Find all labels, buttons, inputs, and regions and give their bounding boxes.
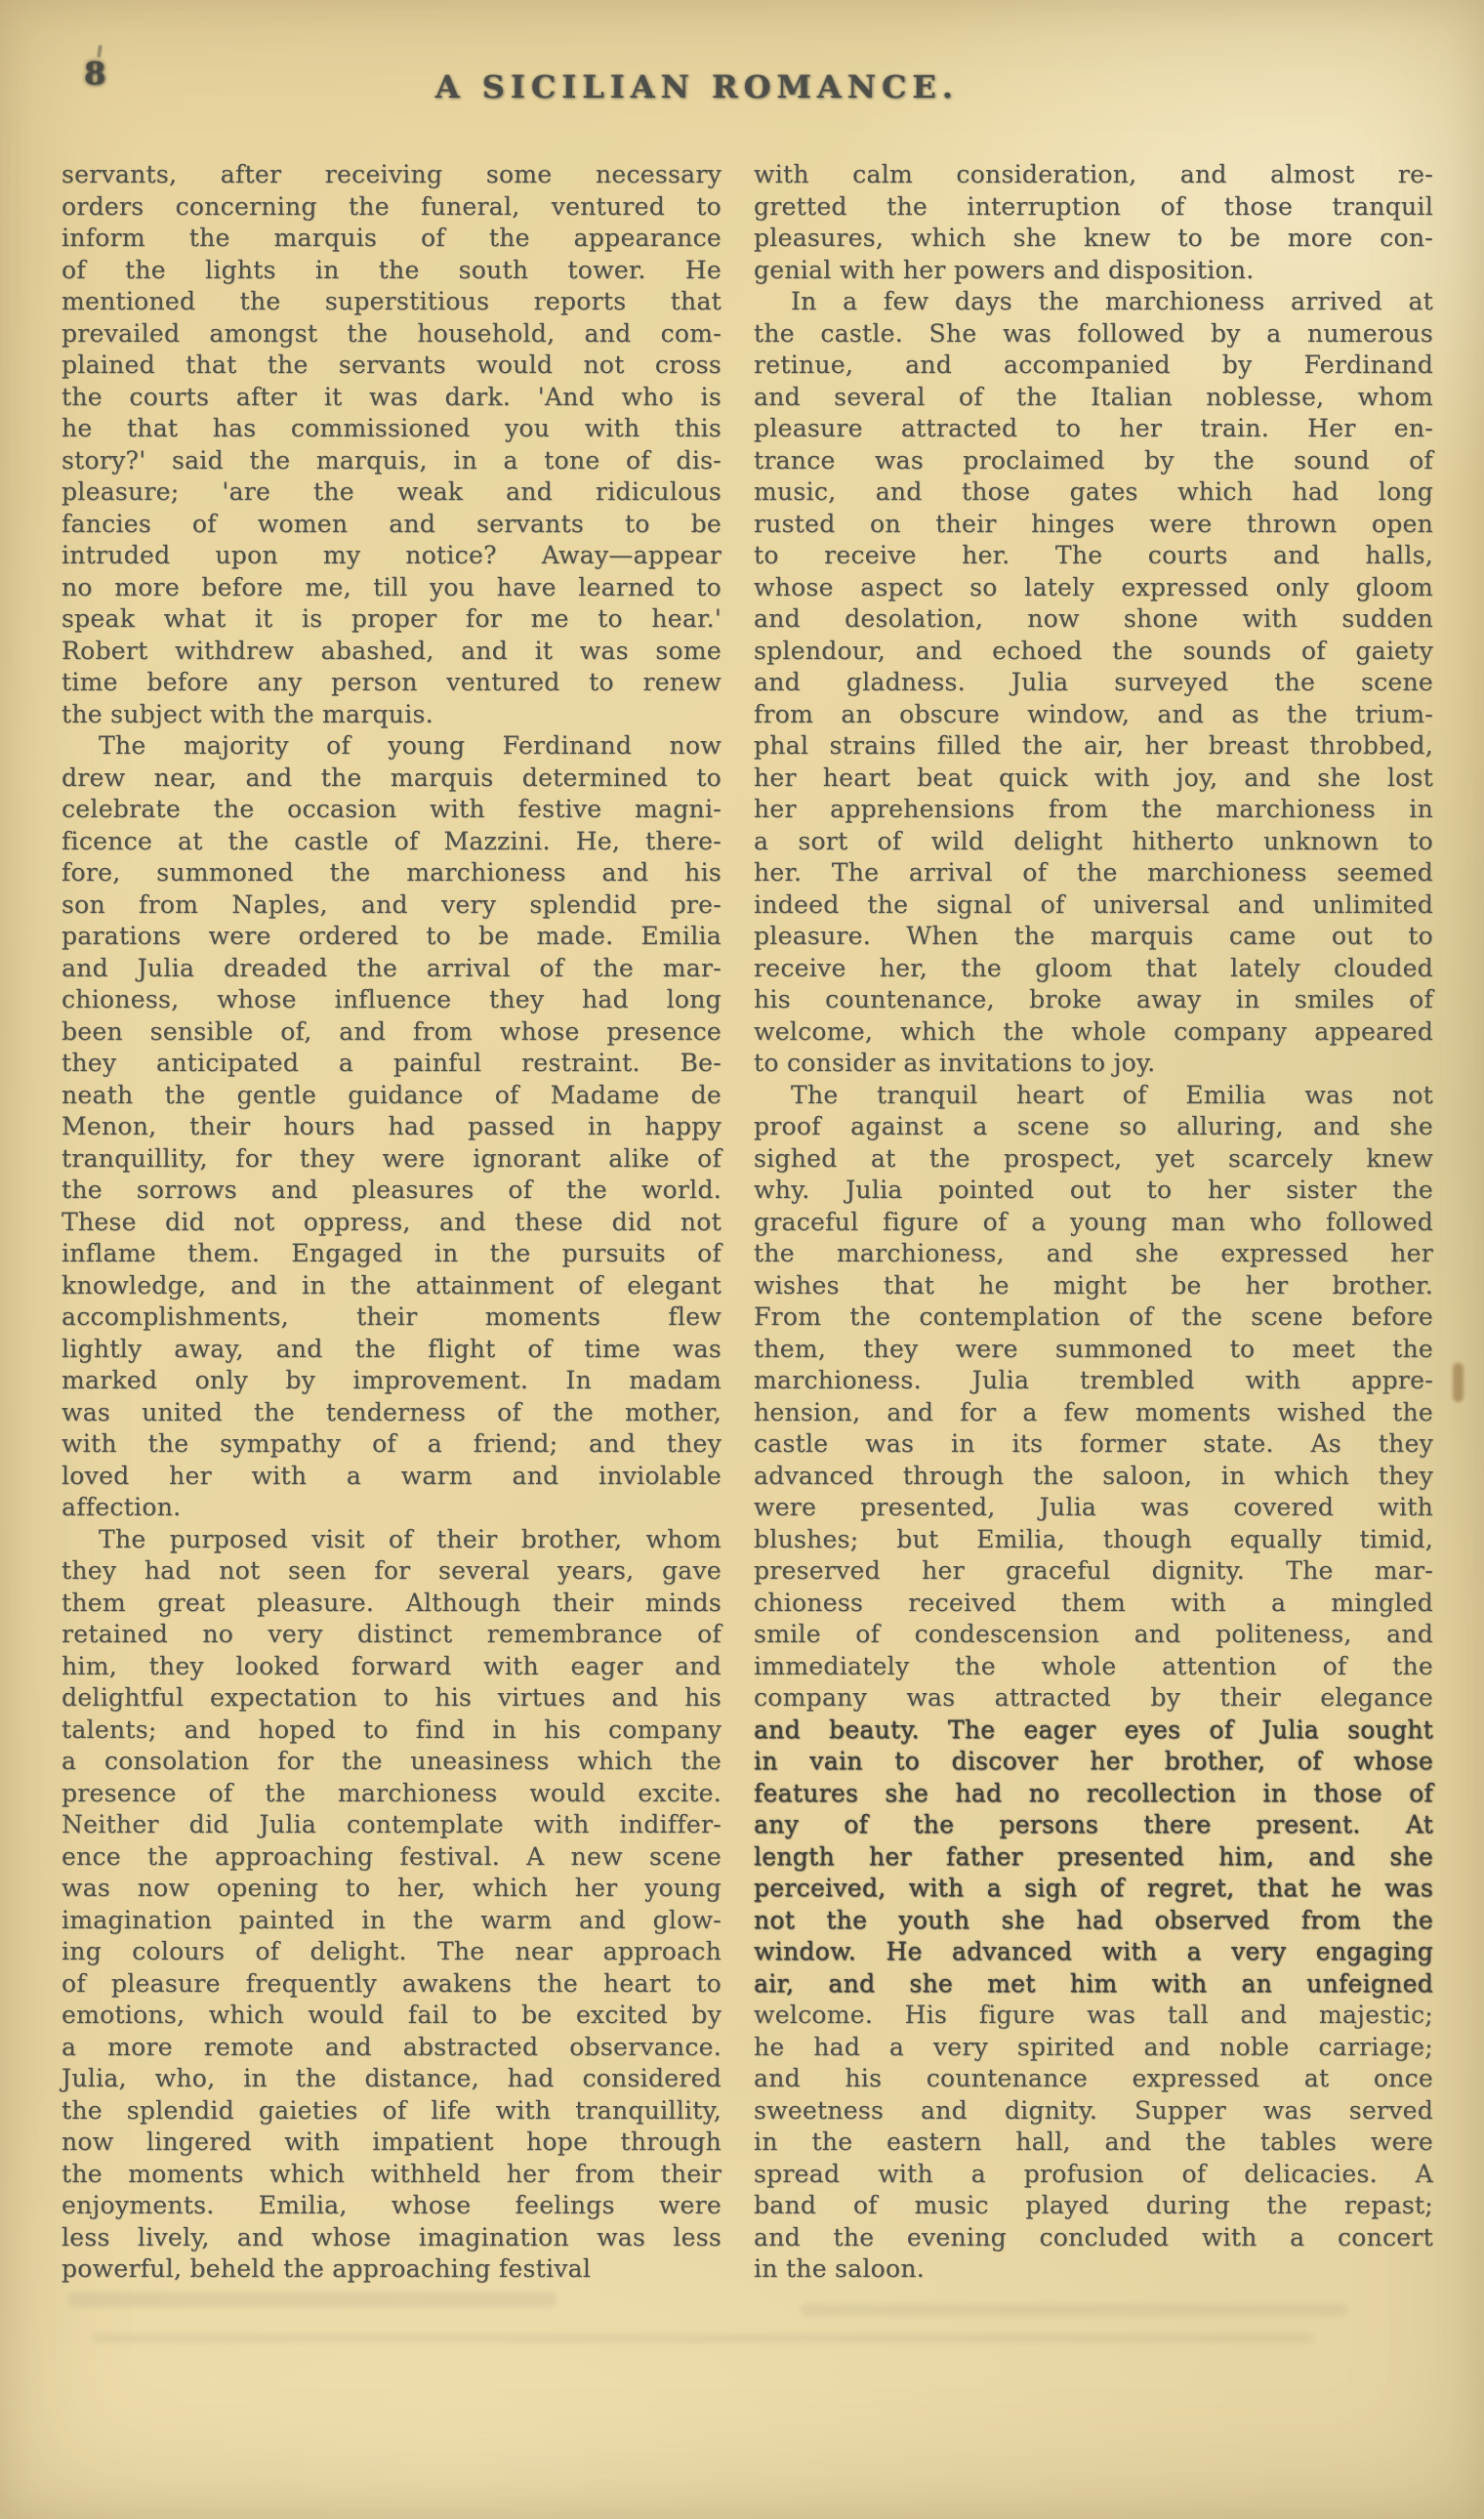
text-line: them great pleasure. Although their minds <box>62 1588 721 1617</box>
text-line: speak what it is proper for me to hear.' <box>62 604 721 633</box>
text-line: The tranquil heart of Emilia was not <box>791 1080 1433 1109</box>
text-line: and gladness. Julia surveyed the scene <box>754 668 1433 696</box>
text-line: music, and those gates which had long <box>754 477 1433 506</box>
text-line: in the eastern hall, and the tables were <box>754 2127 1433 2156</box>
text-line: he had a very spirited and noble carriage; <box>754 2032 1433 2061</box>
text-line: proof against a scene so alluring, and she <box>754 1112 1433 1140</box>
text-line: of pleasure frequently awakens the heart to <box>62 1968 721 1998</box>
text-line: accomplishments, their moments flew <box>62 1302 721 1331</box>
text-line: time before any person ventured to renew <box>62 668 721 696</box>
text-line: Julia, who, in the distance, had considered <box>62 2064 721 2092</box>
text-line: inflame them. Engaged in the pursuits of <box>62 1239 721 1267</box>
text-line: genial with her powers and disposition. <box>754 255 1255 284</box>
page-number: 8 <box>84 55 106 92</box>
text-line: imagination painted in the warm and glow- <box>62 1905 721 1934</box>
text-line: her heart beat quick with joy, and she lost <box>754 763 1433 792</box>
text-line: not the youth she had observed from the <box>754 1905 1433 1934</box>
text-line: the courts after it was dark. 'And who is <box>62 382 721 411</box>
text-line: chioness received them with a mingled <box>754 1588 1433 1617</box>
text-line: pleasure; 'are the weak and ridiculous <box>62 477 721 506</box>
text-line: a sort of wild delight hitherto unknown to <box>754 826 1433 855</box>
text-line: and the evening concluded with a concert <box>754 2222 1433 2251</box>
text-line: graceful figure of a young man who followed <box>754 1207 1433 1236</box>
text-column-right <box>754 159 1433 2286</box>
text-line: the moments which withheld her from their <box>62 2159 721 2188</box>
text-line: band of music played during the repast; <box>754 2191 1433 2219</box>
text-line: any of the persons there present. At <box>754 1810 1433 1838</box>
text-line: the castle. She was followed by a numerous <box>754 318 1433 348</box>
text-line: pleasure attracted to her train. Her en- <box>754 414 1433 442</box>
text-line: fore, summoned the marchioness and his <box>62 858 721 887</box>
text-line: fancies of women and servants to be <box>62 509 721 538</box>
text-line: a consolation for the uneasiness which the <box>62 1747 721 1775</box>
text-line: a more remote and abstracted observance. <box>62 2032 721 2061</box>
text-line: presence of the marchioness would excite. <box>62 1778 721 1807</box>
text-line: intruded upon my notice? Away—appear <box>62 541 721 569</box>
text-line: smile of condescension and politeness, and <box>754 1620 1433 1648</box>
text-line: him, they looked forward with eager and <box>62 1651 721 1680</box>
text-line: and several of the Italian noblesse, whom <box>754 382 1433 411</box>
text-line: lightly away, and the flight of time was <box>62 1334 721 1363</box>
text-line: rusted on their hinges were thrown open <box>754 509 1433 538</box>
text-line: her. The arrival of the marchioness seemed <box>754 858 1433 887</box>
text-line: ficence at the castle of Mazzini. He, there- <box>62 826 721 855</box>
text-line: less lively, and whose imagination was less <box>62 2222 721 2251</box>
text-line: been sensible of, and from whose presence <box>62 1016 721 1046</box>
text-line: castle was in its former state. As they <box>754 1429 1433 1458</box>
text-line: were presented, Julia was covered with <box>754 1493 1433 1521</box>
text-line: and beauty. The eager eyes of Julia sought <box>754 1714 1433 1744</box>
text-line: Neither did Julia contemplate with indiffer- <box>62 1810 721 1838</box>
text-line: preserved her graceful dignity. The mar- <box>754 1556 1433 1585</box>
text-line: they had not seen for several years, gave <box>62 1556 721 1585</box>
text-line: whose aspect so lately expressed only gloom <box>754 572 1433 601</box>
text-line: them, they were summoned to meet the <box>754 1334 1433 1363</box>
text-line: receive her, the gloom that lately clouded <box>754 953 1433 982</box>
text-line: her apprehensions from the marchioness in <box>754 795 1433 823</box>
text-line: they anticipated a painful restraint. Be- <box>62 1049 721 1077</box>
text-line: perceived, with a sigh of regret, that he was <box>754 1874 1433 1902</box>
text-line: with the sympathy of a friend; and they <box>62 1429 721 1458</box>
text-line: enjoyments. Emilia, whose feelings were <box>62 2191 721 2219</box>
text-line: Menon, their hours had passed in happy <box>62 1112 721 1140</box>
text-line: the marchioness, and she expressed her <box>754 1239 1433 1267</box>
text-line: The purposed visit of their brother, whom <box>99 1524 721 1553</box>
text-line: chioness, whose influence they had long <box>62 985 721 1013</box>
text-line: welcome. His figure was tall and majestic; <box>754 2001 1433 2029</box>
ink-smudge <box>93 2333 1313 2343</box>
text-line: pleasures, which she knew to be more con- <box>754 224 1433 252</box>
text-line: window. He advanced with a very engaging <box>754 1937 1433 1965</box>
text-line: pleasure. When the marquis came out to <box>754 922 1433 950</box>
ink-smudge <box>801 2304 1347 2316</box>
text-line: air, and she met him with an unfeigned <box>754 1968 1433 1998</box>
text-line: hension, and for a few moments wished the <box>754 1397 1433 1426</box>
text-line: and his countenance expressed at once <box>754 2064 1433 2092</box>
text-line: in the saloon. <box>754 2254 926 2283</box>
text-line: and desolation, now shone with sudden <box>754 604 1433 633</box>
text-line: now lingered with impatient hope through <box>62 2127 721 2156</box>
text-line: spread with a profusion of delicacies. A <box>754 2159 1433 2188</box>
text-line: retained no very distinct remembrance of <box>62 1620 721 1648</box>
text-line: features she had no recollection in those of <box>754 1778 1433 1807</box>
text-line: the splendid gaieties of life with tranquillity, <box>62 2095 721 2125</box>
text-line: mentioned the superstitious reports that <box>62 287 721 315</box>
text-line: emotions, which would fail to be excited by <box>62 2001 721 2029</box>
text-line: why. Julia pointed out to her sister the <box>754 1176 1433 1204</box>
text-line: gretted the interruption of those tranquil <box>754 191 1433 221</box>
text-line: was now opening to her, which her young <box>62 1874 721 1902</box>
text-line: The majority of young Ferdinand now <box>99 731 721 760</box>
text-line: story?' said the marquis, in a tone of dis- <box>62 445 721 475</box>
text-line: talents; and hoped to find in his company <box>62 1714 721 1744</box>
text-line: sweetness and dignity. Supper was served <box>754 2095 1433 2125</box>
text-line: with calm consideration, and almost re- <box>754 160 1433 188</box>
text-line: blushes; but Emilia, though equally timid, <box>754 1524 1433 1553</box>
text-line: of the lights in the south tower. He <box>62 255 721 284</box>
text-line: no more before me, till you have learned to <box>62 572 721 601</box>
text-line: loved her with a warm and inviolable <box>62 1461 721 1490</box>
text-line: marchioness. Julia trembled with appre- <box>754 1366 1433 1394</box>
text-line: sighed at the prospect, yet scarcely knew <box>754 1143 1433 1173</box>
text-line: neath the gentle guidance of Madame de <box>62 1080 721 1109</box>
text-line: From the contemplation of the scene before <box>754 1302 1433 1331</box>
text-line: These did not oppress, and these did not <box>62 1207 721 1236</box>
text-line: the sorrows and pleasures of the world. <box>62 1176 721 1204</box>
text-line: celebrate the occasion with festive magni- <box>62 795 721 823</box>
text-line: knowledge, and in the attainment of elegant <box>62 1270 721 1300</box>
text-line: prevailed amongst the household, and com- <box>62 318 721 348</box>
text-line: tranquillity, for they were ignorant alike of <box>62 1143 721 1173</box>
text-line: and Julia dreaded the arrival of the mar- <box>62 953 721 982</box>
text-line: drew near, and the marquis determined to <box>62 763 721 792</box>
text-line: from an obscure window, and as the trium- <box>754 699 1433 728</box>
text-line: advanced through the saloon, in which they <box>754 1461 1433 1490</box>
text-line: powerful, beheld the approaching festival <box>62 2254 592 2283</box>
paper-blemish <box>1453 1363 1463 1402</box>
text-line: to consider as invitations to joy. <box>754 1049 1156 1077</box>
text-line: retinue, and accompanied by Ferdinand <box>754 351 1433 379</box>
text-line: trance was proclaimed by the sound of <box>754 445 1433 475</box>
text-line: ence the approaching festival. A new scene <box>62 1841 721 1871</box>
text-line: Robert withdrew abashed, and it was some <box>62 636 721 665</box>
text-line: orders concerning the funeral, ventured to <box>62 191 721 221</box>
text-line: In a few days the marchioness arrived at <box>791 287 1433 315</box>
text-line: affection. <box>62 1493 182 1521</box>
text-line: inform the marquis of the appearance <box>62 224 721 252</box>
text-line: company was attracted by their elegance <box>754 1683 1433 1712</box>
text-line: the subject with the marquis. <box>62 699 433 728</box>
text-line: son from Naples, and very splendid pre- <box>62 889 721 919</box>
text-line: servants, after receiving some necessary <box>62 160 721 188</box>
text-line: parations were ordered to be made. Emilia <box>62 922 721 950</box>
text-line: length her father presented him, and she <box>754 1841 1433 1871</box>
text-column-left <box>62 159 721 2286</box>
text-line: he that has commissioned you with this <box>62 414 721 442</box>
text-line: phal strains filled the air, her breast throbbed, <box>754 731 1433 760</box>
text-line: to receive her. The courts and halls, <box>754 541 1433 569</box>
ink-smudge <box>68 2292 556 2307</box>
text-line: in vain to discover her brother, of whose <box>754 1747 1433 1775</box>
text-line: wishes that he might be her brother. <box>754 1270 1433 1300</box>
text-line: immediately the whole attention of the <box>754 1651 1433 1680</box>
text-line: indeed the signal of universal and unlimited <box>754 889 1433 919</box>
text-line: plained that the servants would not cross <box>62 351 721 379</box>
text-line: was united the tenderness of the mother, <box>62 1397 721 1426</box>
text-line: his countenance, broke away in smiles of <box>754 985 1433 1013</box>
text-line: ing colours of delight. The near approach <box>62 1937 721 1965</box>
text-line: welcome, which the whole company appeared <box>754 1016 1433 1046</box>
text-line: splendour, and echoed the sounds of gaiety <box>754 636 1433 665</box>
text-line: marked only by improvement. In madam <box>62 1366 721 1394</box>
text-line: delightful expectation to his virtues and his <box>62 1683 721 1712</box>
running-header: A SICILIAN ROMANCE. <box>434 68 960 105</box>
